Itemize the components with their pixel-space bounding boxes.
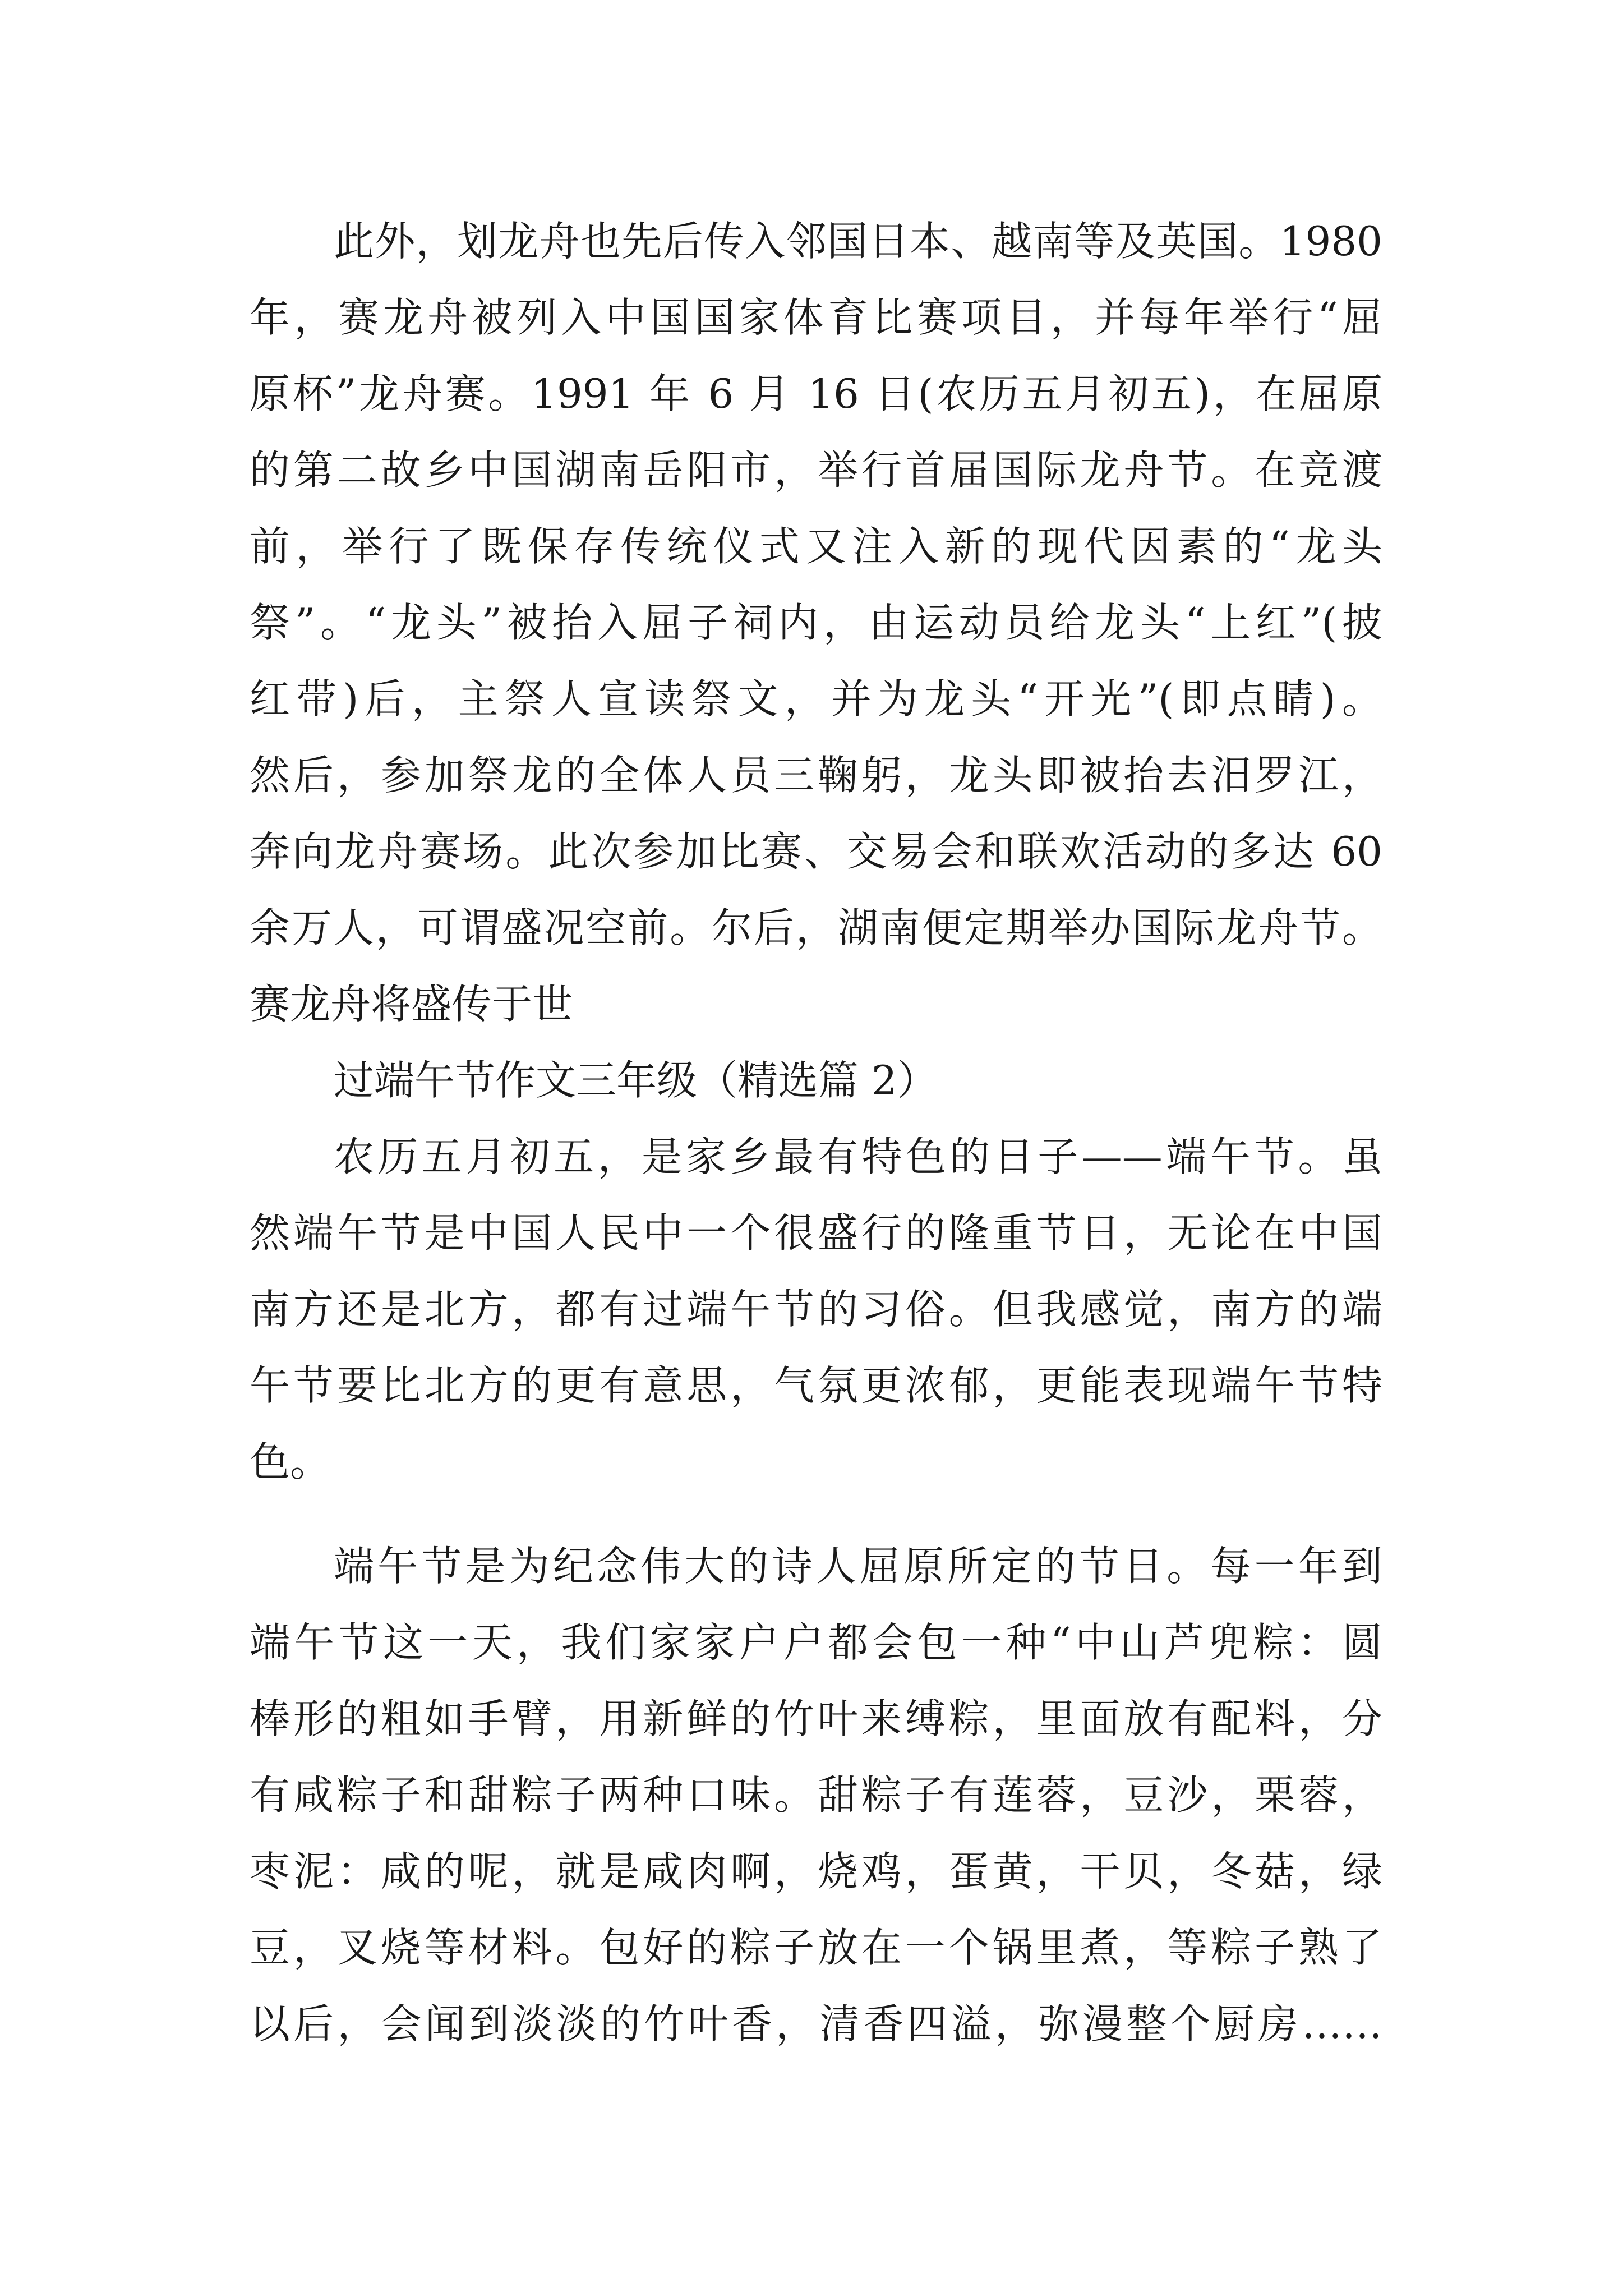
paragraph-1-line-1: 此外，划龙舟也先后传入邻国日本、越南等及英国。1980 <box>334 218 1382 265</box>
paragraph-1-line-8: 然后，参加祭龙的全体人员三鞠躬，龙头即被抬去汨罗江， <box>250 752 1382 799</box>
paragraph-3-line-5: 枣泥：咸的呢，就是咸肉啊，烧鸡，蛋黄，干贝，冬菇，绿 <box>250 1848 1382 1895</box>
paragraph-1-line-3: 原杯”龙舟赛。1991 年 6 月 16 日(农历五月初五)，在屈原 <box>250 370 1382 417</box>
paragraph-1-line-5: 前，举行了既保存传统仪式又注入新的现代因素的“龙头 <box>250 523 1382 570</box>
paragraph-1-line-10: 余万人，可谓盛况空前。尔后，湖南便定期举办国际龙舟节。 <box>250 904 1382 951</box>
paragraph-2-line-5: 色。 <box>250 1438 331 1485</box>
paragraph-1-line-4: 的第二故乡中国湖南岳阳市，举行首届国际龙舟节。在竞渡 <box>250 447 1382 494</box>
paragraph-2-line-4: 午节要比北方的更有意思，气氛更浓郁，更能表现端午节特 <box>250 1362 1382 1409</box>
paragraph-2-line-3: 南方还是北方，都有过端午节的习俗。但我感觉，南方的端 <box>250 1286 1382 1333</box>
paragraph-2-line-1: 农历五月初五，是家乡最有特色的日子——端午节。虽 <box>334 1133 1382 1180</box>
paragraph-1-line-6: 祭”。“龙头”被抬入屈子祠内，由运动员给龙头“上红”(披 <box>250 599 1382 646</box>
paragraph-1-line-9: 奔向龙舟赛场。此次参加比赛、交易会和联欢活动的多达 60 <box>250 828 1382 875</box>
paragraph-3-line-1: 端午节是为纪念伟大的诗人屈原所定的节日。每一年到 <box>334 1543 1382 1590</box>
paragraph-1-line-11: 赛龙舟将盛传于世 <box>250 981 573 1028</box>
section-title: 过端午节作文三年级（精选篇 2） <box>334 1057 938 1104</box>
paragraph-2-line-2: 然端午节是中国人民中一个很盛行的隆重节日，无论在中国 <box>250 1209 1382 1257</box>
paragraph-3-line-3: 棒形的粗如手臂，用新鲜的竹叶来缚粽，里面放有配料，分 <box>250 1695 1382 1742</box>
paragraph-1-line-2: 年，赛龙舟被列入中国国家体育比赛项目，并每年举行“屈 <box>250 294 1382 341</box>
paragraph-1-line-7: 红带)后，主祭人宣读祭文，并为龙头“开光”(即点睛)。 <box>250 675 1382 723</box>
paragraph-3-line-4: 有咸粽子和甜粽子两种口味。甜粽子有莲蓉，豆沙，栗蓉， <box>250 1772 1382 1819</box>
paragraph-3-line-6: 豆，叉烧等材料。包好的粽子放在一个锅里煮，等粽子熟了 <box>250 1924 1382 1971</box>
paragraph-3-line-2: 端午节这一天，我们家家户户都会包一种“中山芦兜粽：圆 <box>250 1619 1382 1666</box>
paragraph-3-line-7: 以后，会闻到淡淡的竹叶香，清香四溢，弥漫整个厨房…… <box>250 2000 1382 2047</box>
